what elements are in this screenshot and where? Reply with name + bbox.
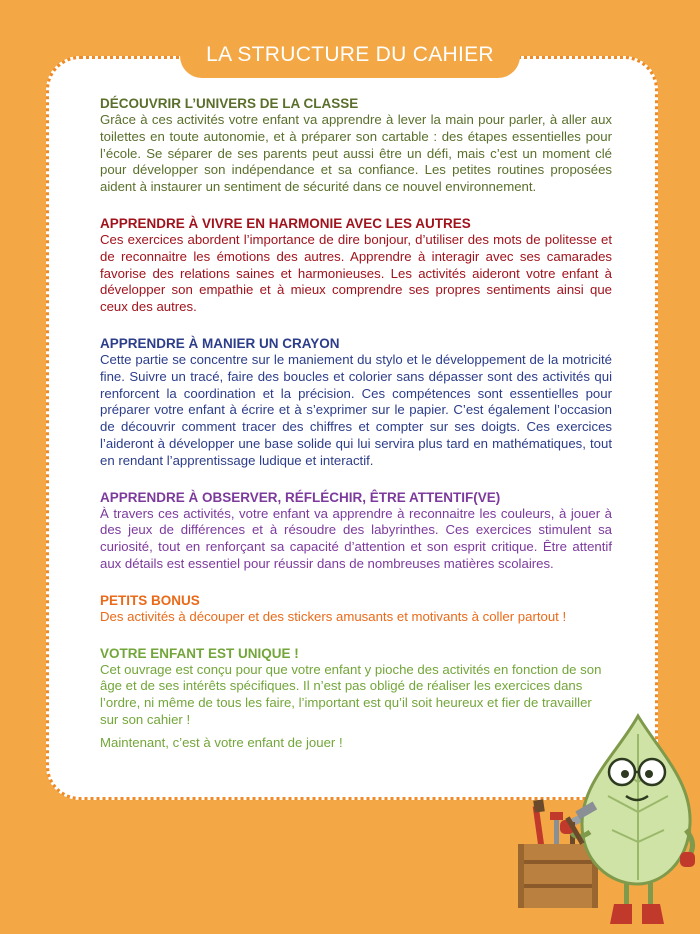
section-harmony xyxy=(100,216,612,316)
section-body: Cet ouvrage est conçu pour que votre enfant y pioche des activités en fonction de son âge et de ses intérêts spécifiques. Il n’est pas obligé de réaliser les exercices dans l’ordre, ni même de tous les faire, l’important est qu’il soit heureux et fier de travailler sur son cahier ! xyxy=(100,661,602,727)
section-bonus xyxy=(100,593,612,626)
section-observe xyxy=(100,490,612,573)
section-title: APPRENDRE À VIVRE EN HARMONIE AVEC LES AUTRES xyxy=(100,215,471,231)
section-classroom xyxy=(100,96,612,196)
section-title: PETITS BONUS xyxy=(100,592,200,608)
leaf-character-with-toolbox-icon xyxy=(510,712,700,934)
section-body: À travers ces activités, votre enfant va apprendre à reconnaitre les couleurs, à jouer à des jeux de différences et à résoudre des labyrinthes. Ces exercices stimulent sa curiosité, tout en renforçant sa capacité d’attention et son esprit critique. Être attentif aux détails est essentiel pour réussir dans de nombreuses matières scolaires. xyxy=(100,505,612,571)
closing-line: Maintenant, c’est à votre enfant de jouer ! xyxy=(100,734,343,750)
section-title: APPRENDRE À MANIER UN CRAYON xyxy=(100,335,340,351)
section-body: Grâce à ces activités votre enfant va apprendre à lever la main pour parler, à aller aux toilettes en toute autonomie, et à préparer son cartable : des étapes essentielles pour l’école. Se séparer de ses parents peut aussi être un défi, mais c’est un moment clé pour développer son indépendance et sa confiance. Les petites routines proposées aident à instaurer un sentiment de sécurité dans ce nouvel environnement. xyxy=(100,112,612,195)
content-area xyxy=(100,96,612,772)
section-title: VOTRE ENFANT EST UNIQUE ! xyxy=(100,645,299,661)
section-body: Ces exercices abordent l’importance de dire bonjour, d’utiliser des mots de politesse et de reconnaitre les émotions des autres. Apprendre à interagir avec ses camarades favorise des relations saines et harmonieuses. Les activités aideront votre enfant à développer son empathie et à mieux comprendre ses propres sentiments ainsi que ceux des autres. xyxy=(100,231,612,315)
section-pencil xyxy=(100,336,612,470)
section-body: Des activités à découper et des stickers amusants et motivants à coller partout ! xyxy=(100,608,567,624)
section-title: APPRENDRE À OBSERVER, RÉFLÉCHIR, ÊTRE ATTENTIF(VE) xyxy=(100,489,501,505)
page-title: LA STRUCTURE DU CAHIER xyxy=(206,43,494,66)
section-title: DÉCOUVRIR L’UNIVERS DE LA CLASSE xyxy=(100,96,359,111)
section-body: Cette partie se concentre sur le maniement du stylo et le développement de la motricité fine. Suivre un tracé, faire des boucles et colorier sans dépasser sont des activités qui renforcent la coordination et la précision. Ces compétences sont essentielles pour préparer votre enfant à écrire et à s’exprimer sur le papier. C’est également l’occasion de découvrir comment tracer des chiffres et compter sur ses doigts. Ces exercices l’aideront à développer une base solide qui lui servira plus tard en mathématiques, tout en rendant l’apprentissage ludique et interactif. xyxy=(100,351,612,468)
